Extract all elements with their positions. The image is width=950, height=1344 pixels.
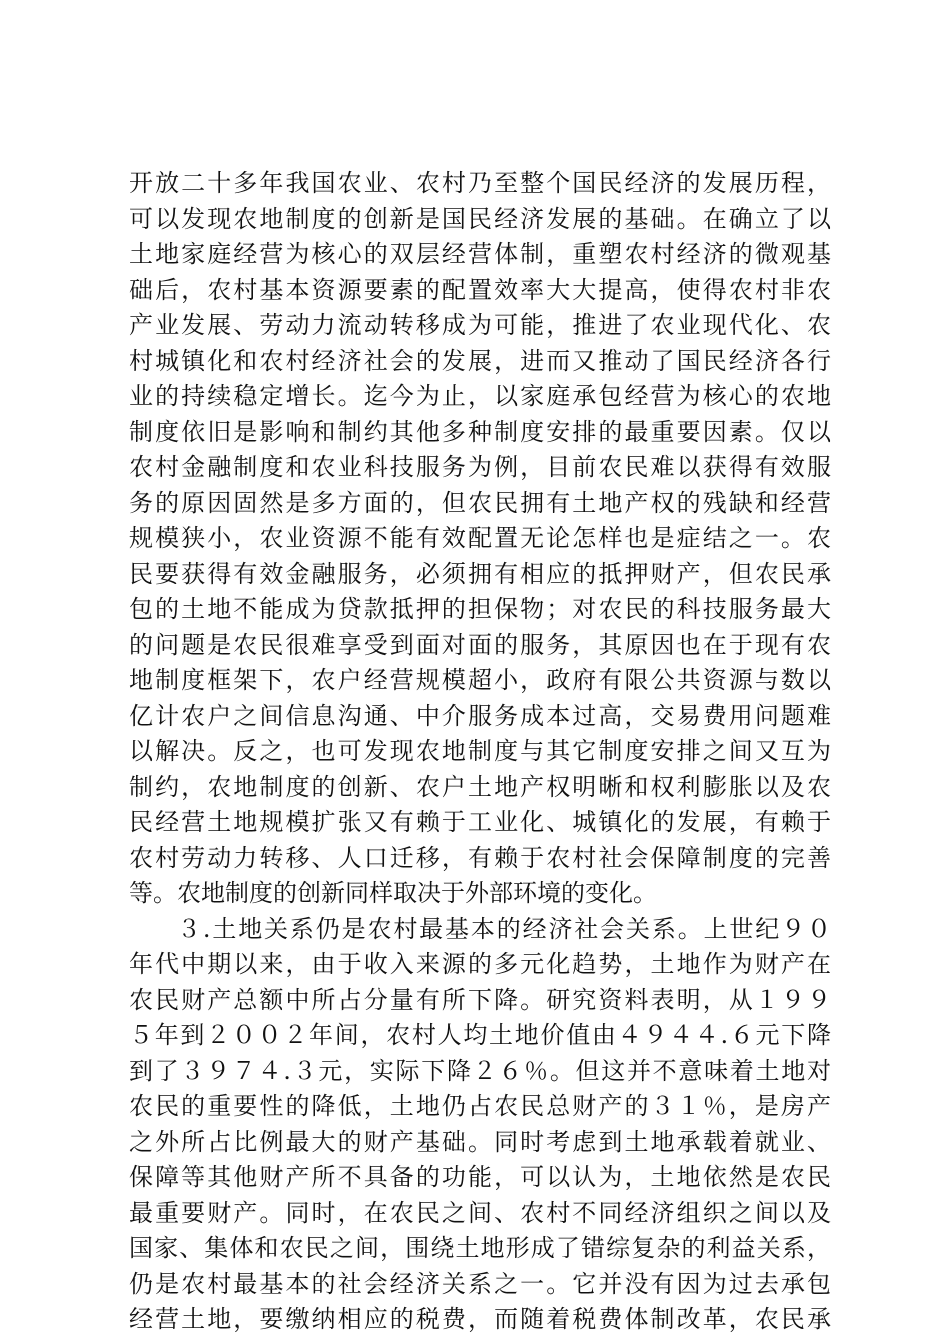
- text-line: 以解决。反之，也可发现农地制度与其它制度安排之间又互为: [129, 737, 831, 765]
- text-line: 业的持续稳定增长。迄今为止，以家庭承包经营为核心的农地: [129, 382, 831, 410]
- text-line: 可以发现农地制度的创新是国民经济发展的基础。在确立了以: [129, 204, 831, 233]
- body-text: [129, 166, 831, 1338]
- text-line: 土地家庭经营为核心的双层经营体制，重塑农村经济的微观基: [129, 240, 831, 268]
- text-line: 民经营土地规模扩张又有赖于工业化、城镇化的发展，有赖于: [129, 808, 831, 836]
- text-line: 础后，农村基本资源要素的配置效率大大提高，使得农村非农: [129, 275, 831, 304]
- text-line: 的问题是农民很难享受到面对面的服务，其原因也在于现有农: [129, 630, 831, 659]
- text-line: 最重要财产。同时，在农民之间、农村不同经济组织之间以及: [129, 1198, 831, 1227]
- text-line: 农民财产总额中所占分量有所下降。研究资料表明，从１９９: [129, 985, 831, 1014]
- text-line: 农民的重要性的降低，土地仍占农民总财产的３１％，是房产: [129, 1092, 831, 1120]
- text-line: 地制度框架下，农户经营规模超小，政府有限公共资源与数以: [129, 666, 831, 694]
- text-line: 包的土地不能成为贷款抵押的担保物；对农民的科技服务最大: [129, 595, 831, 623]
- paragraph-end-line: 等。农地制度的创新同样取决于外部环境的变化。: [129, 879, 657, 907]
- text-line: 保障等其他财产所不具备的功能，可以认为，土地依然是农民: [129, 1163, 831, 1191]
- section-3-first-line: ３.土地关系仍是农村最基本的经济社会关系。上世纪９０: [177, 914, 831, 943]
- text-line: 经营土地，要缴纳相应的税费，而随着税费体制改革，农民承: [129, 1305, 831, 1333]
- text-line: ５年到２００２年间，农村人均土地价值由４９４４.６元下降: [129, 1021, 831, 1049]
- text-line: 村城镇化和农村经济社会的发展，进而又推动了国民经济各行: [129, 346, 831, 375]
- text-line: 亿计农户之间信息沟通、中介服务成本过高，交易费用问题难: [129, 701, 831, 730]
- text-line: 到了３９７４.３元，实际下降２６％。但这并不意味着土地对: [129, 1056, 831, 1085]
- text-line: 农村金融制度和农业科技服务为例，目前农民难以获得有效服: [129, 453, 831, 481]
- text-line: 国家、集体和农民之间，围绕土地形成了错综复杂的利益关系，: [129, 1234, 831, 1262]
- text-line: 之外所占比例最大的财产基础。同时考虑到土地承载着就业、: [129, 1127, 831, 1156]
- text-line: 产业发展、劳动力流动转移成为可能，推进了农业现代化、农: [129, 311, 831, 339]
- text-line: 制约，农地制度的创新、农户土地产权明晰和权利膨胀以及农: [129, 772, 831, 801]
- text-line: 务的原因固然是多方面的，但农民拥有土地产权的残缺和经营: [129, 488, 831, 517]
- text-line: 制度依旧是影响和制约其他多种制度安排的最重要因素。仅以: [129, 417, 831, 446]
- text-line: 规模狭小，农业资源不能有效配置无论怎样也是症结之一。农: [129, 524, 831, 552]
- text-line: 开放二十多年我国农业、农村乃至整个国民经济的发展历程，: [129, 169, 831, 197]
- text-line: 仍是农村最基本的社会经济关系之一。它并没有因为过去承包: [129, 1269, 831, 1298]
- text-line: 年代中期以来，由于收入来源的多元化趋势，土地作为财产在: [129, 950, 831, 978]
- text-line: 民要获得有效金融服务，必须拥有相应的抵押财产，但农民承: [129, 559, 831, 588]
- text-line: 农村劳动力转移、人口迁移，有赖于农村社会保障制度的完善: [129, 843, 831, 872]
